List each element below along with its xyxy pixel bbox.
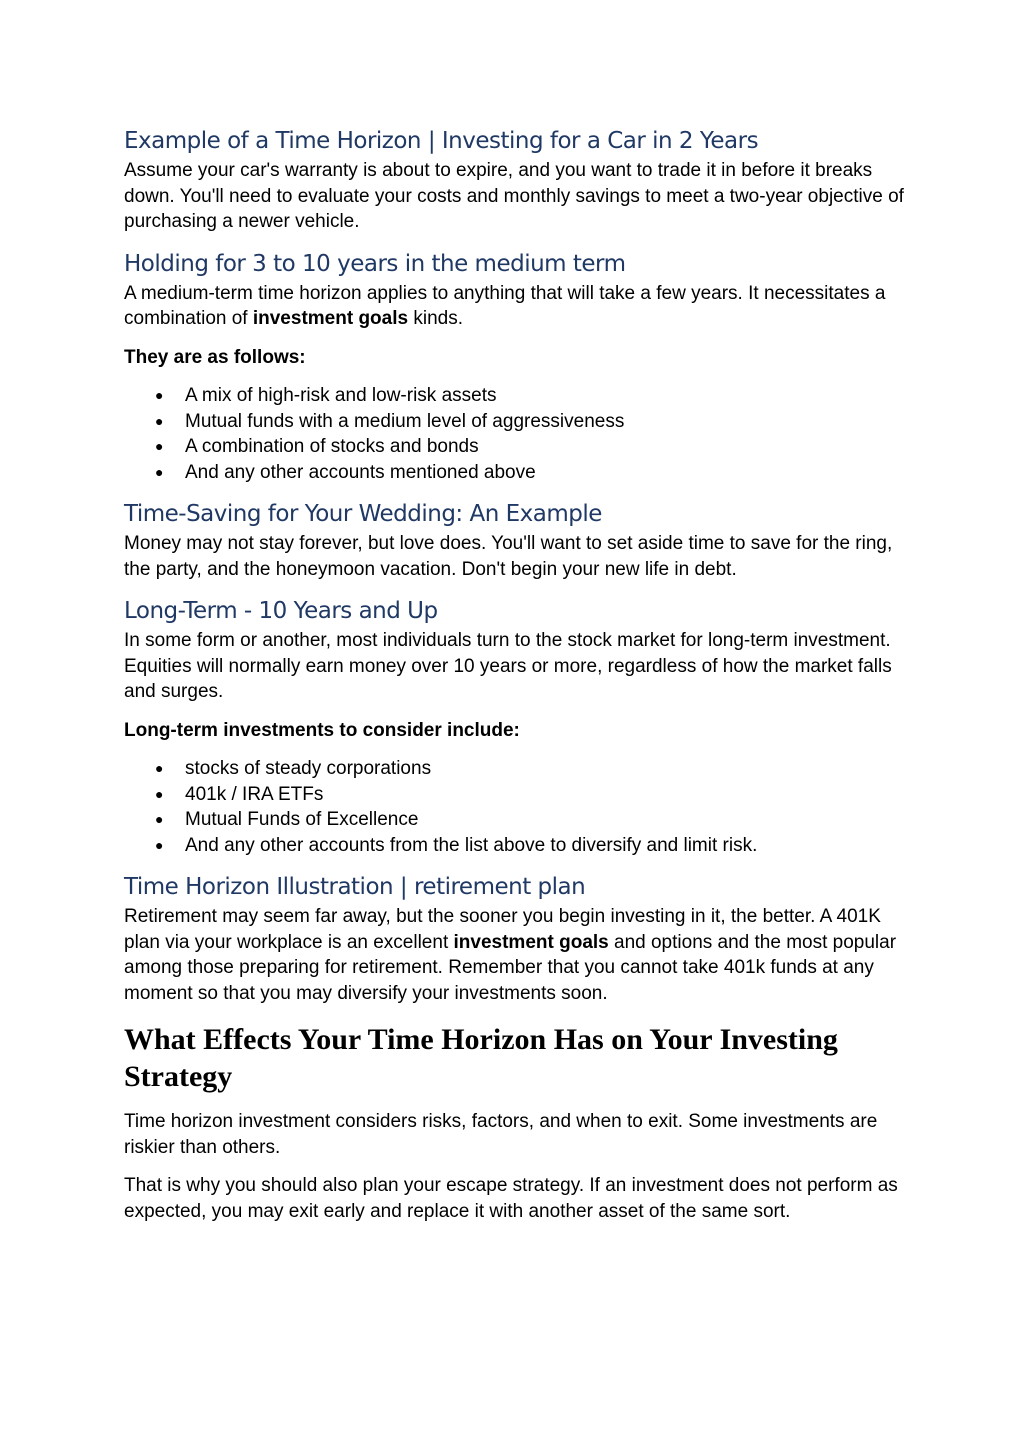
list-item-text: And any other accounts mentioned above bbox=[185, 461, 536, 483]
list-item-text: stocks of steady corporations bbox=[185, 758, 432, 779]
section-body-car: Assume your car's warranty is about to expire, and you want to trade it in before it breaks down. You'll need to evaluate your costs and monthly savings to meet a two-year objective of purchasing a newer vehicle. bbox=[124, 160, 904, 232]
bullet-icon: ● bbox=[155, 412, 164, 429]
section-heading-wedding: Time-Saving for Your Wedding: An Example bbox=[124, 501, 602, 527]
list-item bbox=[124, 460, 904, 486]
section-heading-retirement: Time Horizon Illustration | retirement plan bbox=[124, 874, 586, 900]
body-text: kinds. bbox=[408, 308, 463, 329]
section-body-medium-term bbox=[124, 281, 904, 332]
list-item-text: Mutual funds with a medium level of aggressiveness bbox=[185, 410, 625, 432]
body-text: Retirement may seem far away, but the sooner you begin investing in it, the better. A 401K plan via your workplace is an excellent bbox=[124, 906, 881, 953]
effects-paragraph-1: Time horizon investment considers risks, factors, and when to exit. Some investments are riskier than others. bbox=[124, 1111, 878, 1158]
bullet-icon: ● bbox=[155, 836, 164, 853]
list-item-text: A mix of high-risk and low-risk assets bbox=[185, 385, 497, 406]
medium-term-list bbox=[124, 383, 904, 485]
main-heading-effects: What Effects Your Time Horizon Has on Your Investing Strategy bbox=[124, 1023, 838, 1093]
bullet-icon: ● bbox=[155, 438, 164, 454]
long-term-list bbox=[124, 756, 904, 858]
document-page bbox=[124, 124, 904, 1224]
section-body-long-term: In some form or another, most individuals turn to the stock market for long-term investment. Equities will normally earn money over 10 years or more, regardless of how the market falls and surges. bbox=[124, 630, 892, 702]
section-heading-medium-term: Holding for 3 to 10 years in the medium term bbox=[124, 250, 626, 277]
bold-text: investment goals bbox=[252, 308, 409, 329]
list-item bbox=[124, 807, 904, 833]
list-item-text: Mutual Funds of Excellence bbox=[185, 809, 419, 830]
effects-paragraph-2: That is why you should also plan your escape strategy. If an investment does not perform as expected, you may exit early and replace it with another asset of the same sort. bbox=[124, 1175, 898, 1222]
bold-text: investment goals bbox=[453, 931, 609, 953]
list-item-text: 401k / IRA ETFs bbox=[185, 783, 324, 805]
section-body-retirement bbox=[124, 904, 904, 1006]
body-text: A medium-term time horizon applies to anything that will take a few years. It necessitates a combination of bbox=[124, 282, 886, 329]
list-item bbox=[124, 434, 904, 460]
list-item bbox=[124, 756, 904, 782]
section-heading-car: Example of a Time Horizon | Investing for a Car in 2 Years bbox=[124, 128, 759, 154]
list-item bbox=[124, 383, 904, 409]
list-item bbox=[124, 782, 904, 808]
list-intro-medium: They are as follows: bbox=[124, 346, 306, 368]
bullet-icon: ● bbox=[155, 387, 164, 403]
section-body-wedding: Money may not stay forever, but love does. You'll want to set aside time to save for the ring, the party, and the honeymoon vacation. Don't begin your new life in debt. bbox=[124, 533, 893, 580]
bullet-icon: ● bbox=[155, 811, 164, 827]
section-heading-long-term: Long-Term - 10 Years and Up bbox=[124, 598, 438, 624]
bullet-icon: ● bbox=[155, 760, 164, 776]
bullet-icon: ● bbox=[155, 463, 164, 480]
bullet-icon: ● bbox=[155, 785, 164, 802]
list-intro-long: Long-term investments to consider include: bbox=[124, 719, 520, 741]
list-item-text: And any other accounts from the list above to diversify and limit risk. bbox=[185, 834, 758, 856]
list-item bbox=[124, 409, 904, 435]
list-item bbox=[124, 833, 904, 859]
body-text: and options and the most popular among those preparing for retirement. Remember that you cannot take 401k funds at any moment so that you may diversify your investments soon. bbox=[124, 931, 897, 1004]
list-item-text: A combination of stocks and bonds bbox=[185, 436, 479, 457]
